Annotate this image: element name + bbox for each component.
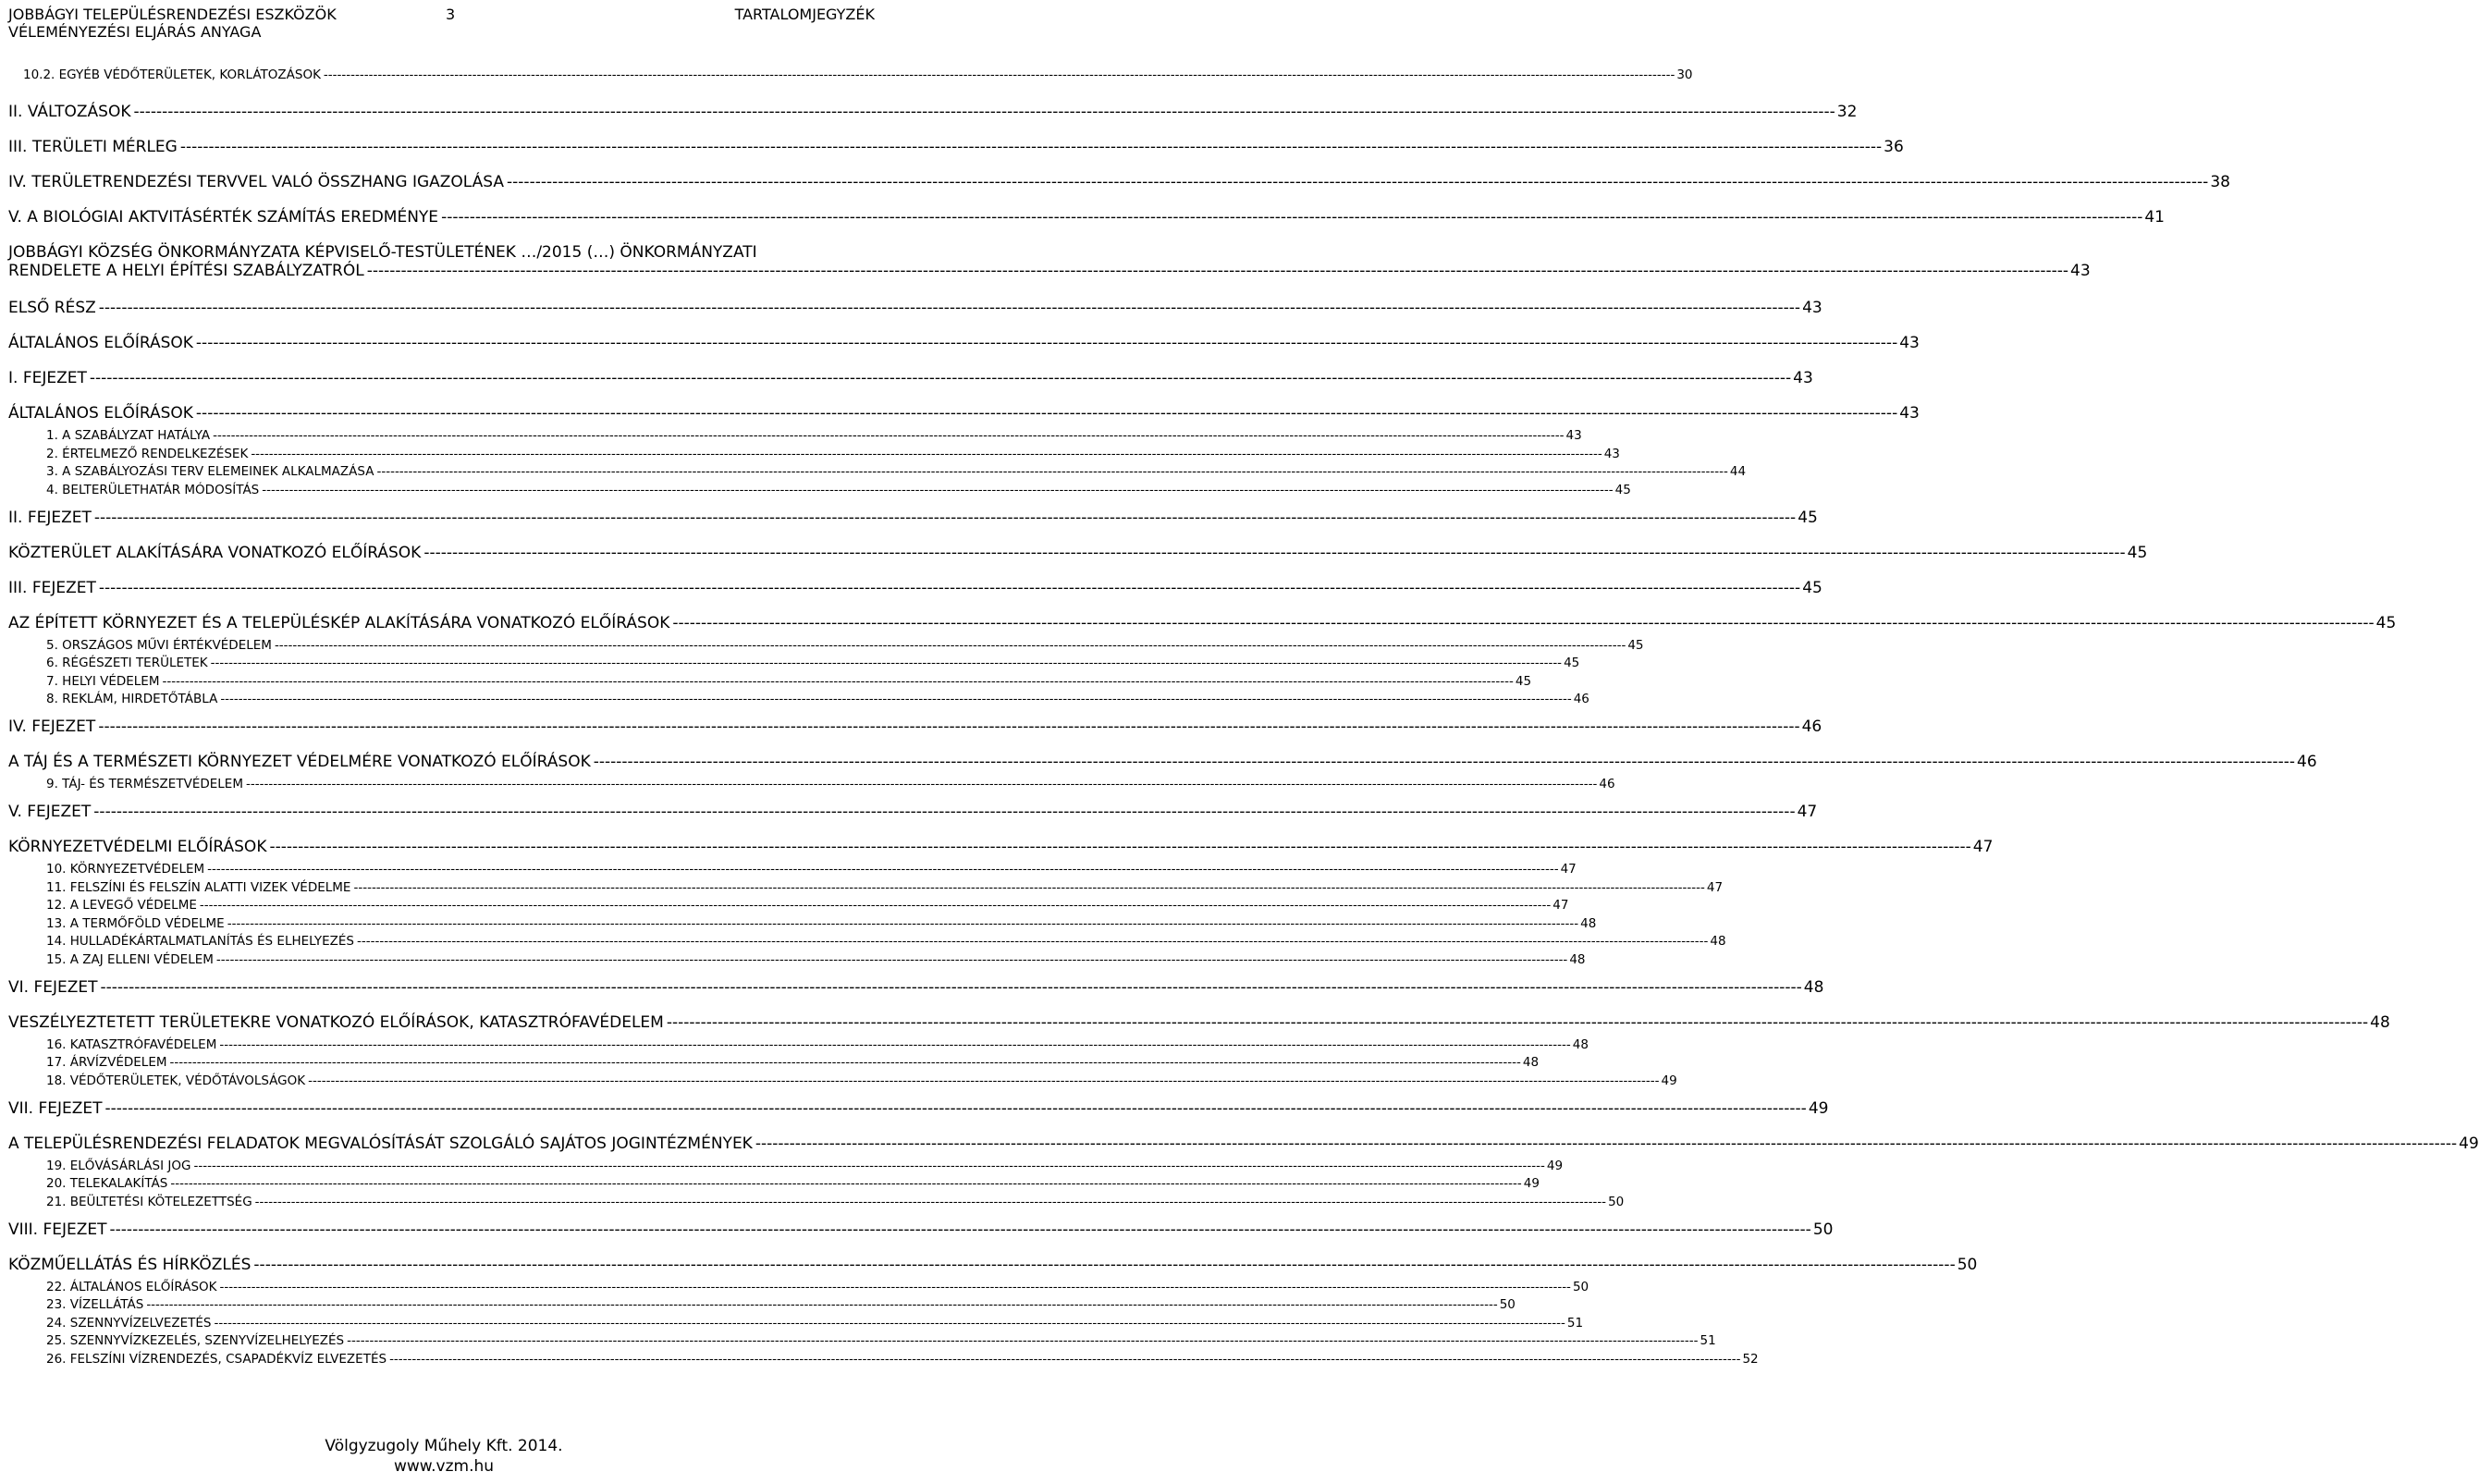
toc-entry[interactable] (8, 1055, 1540, 1070)
toc-leader-dashes: ------------------------------------------------------------------------------------------------------------------------------------------------------------------------------------------------------------------------------------------------------------------------------------------------------------ (98, 578, 1801, 597)
toc-entry-page: 52 (1742, 1351, 1759, 1367)
toc-entry-page: 49 (2459, 1134, 2479, 1153)
toc-entry[interactable] (8, 1279, 1589, 1294)
toc-entry-line (46, 1279, 1589, 1294)
toc-entry-label: 5. ORSZÁGOS MŰVI ÉRTÉKVÉDELEM (46, 637, 272, 653)
toc-entry-line (8, 1255, 1978, 1274)
toc-entry[interactable] (8, 334, 1920, 352)
toc-leader-dashes: ------------------------------------------------------------------------------------------------------------------------------------------------------------------------------------------------------------------------------------------------------------------------------------------------------------ (507, 173, 2209, 191)
toc-leader-dashes: ------------------------------------------------------------------------------------------------------------------------------------------------------------------------------------------------------------------------------------------------------------------------------------------------------------ (219, 1036, 1571, 1052)
toc-entry[interactable] (8, 838, 1994, 856)
toc-entry-label: 26. FELSZÍNI VÍZRENDEZÉS, CSAPADÉKVÍZ ELVEZETÉS (46, 1351, 387, 1367)
toc-entry-page: 47 (1797, 803, 1818, 821)
toc-entry-page: 45 (1614, 482, 1631, 497)
toc-entry-page: 41 (2144, 208, 2165, 227)
toc-entry-label: 23. VÍZELLÁTÁS (46, 1297, 144, 1312)
toc-entry[interactable] (8, 1194, 1625, 1209)
toc-entry-page: 47 (1972, 838, 1994, 856)
toc-entry-line (8, 1134, 2479, 1153)
toc-entry-label: 22. ÁLTALÁNOS ELŐÍRÁSOK (46, 1279, 217, 1294)
toc-leader-dashes: ------------------------------------------------------------------------------------------------------------------------------------------------------------------------------------------------------------------------------------------------------------------------------------------------------------ (347, 1333, 1699, 1348)
toc-entry-page: 38 (2210, 173, 2230, 191)
toc-entry-page: 43 (2070, 262, 2091, 280)
toc-entry-label: KÖZTERÜLET ALAKÍTÁSÁRA VONATKOZÓ ELŐÍRÁSOK (8, 543, 422, 562)
toc-leader-dashes: ------------------------------------------------------------------------------------------------------------------------------------------------------------------------------------------------------------------------------------------------------------------------------------------------------------ (389, 1351, 1741, 1367)
toc-leader-dashes: ------------------------------------------------------------------------------------------------------------------------------------------------------------------------------------------------------------------------------------------------------------------------------------------------------------ (666, 1012, 2369, 1032)
toc-entry-label: I. FEJEZET (8, 369, 87, 387)
toc-entry-line (46, 1315, 1584, 1331)
toc-entry-line (46, 1158, 1564, 1173)
toc-entry-label: VII. FEJEZET (8, 1098, 103, 1118)
toc-entry-line (46, 898, 1569, 913)
toc-leader-dashes: ------------------------------------------------------------------------------------------------------------------------------------------------------------------------------------------------------------------------------------------------------------------------------------------------------------ (195, 334, 1898, 352)
toc-entry-page: 49 (1808, 1098, 1829, 1118)
toc-entry-page: 47 (1552, 898, 1569, 913)
toc-entry-page: 45 (1798, 508, 1818, 527)
toc-entry-page: 48 (1572, 1036, 1589, 1052)
toc-leader-dashes: ------------------------------------------------------------------------------------------------------------------------------------------------------------------------------------------------------------------------------------------------------------------------------------------------------------ (170, 1176, 1522, 1191)
toc-entry-page: 49 (1523, 1176, 1540, 1191)
toc-entry[interactable] (8, 446, 1620, 461)
toc-entry[interactable] (8, 543, 2148, 562)
toc-entry-page: 50 (1572, 1279, 1589, 1294)
toc-entry-line (46, 1194, 1625, 1209)
toc-entry-page: 50 (1608, 1194, 1625, 1209)
toc-leader-dashes: ------------------------------------------------------------------------------------------------------------------------------------------------------------------------------------------------------------------------------------------------------------------------------------------------------------ (146, 1297, 1498, 1312)
toc-leader-dashes: ------------------------------------------------------------------------------------------------------------------------------------------------------------------------------------------------------------------------------------------------------------------------------------------------------------ (169, 1055, 1521, 1070)
toc-entry-line (46, 656, 1580, 670)
toc-entry-line (46, 673, 1532, 689)
toc-entry-label: 8. REKLÁM, HIRDETŐTÁBLA (46, 692, 218, 706)
page-footer (0, 1436, 888, 1477)
toc-entry[interactable] (8, 1333, 1716, 1348)
toc-entry[interactable] (8, 1036, 1589, 1052)
toc-entry[interactable] (8, 777, 1615, 791)
toc-entry-page: 49 (1546, 1158, 1564, 1173)
toc-entry-label: 12. A LEVEGŐ VÉDELME (46, 898, 197, 913)
toc-entry-page: 36 (1884, 138, 1904, 156)
toc-entry[interactable] (8, 879, 1724, 895)
toc-entry-label: VI. FEJEZET (8, 977, 98, 997)
toc-entry-label: 1. A SZABÁLYZAT HATÁLYA (46, 428, 211, 443)
toc-entry-label: V. FEJEZET (8, 803, 92, 821)
toc-leader-dashes: ------------------------------------------------------------------------------------------------------------------------------------------------------------------------------------------------------------------------------------------------------------------------------------------------------------ (179, 138, 1883, 156)
toc-entry-label: AZ ÉPÍTETT KÖRNYEZET ÉS A TELEPÜLÉSKÉP ALAKÍTÁSÁRA VONATKOZÓ ELŐÍRÁSOK (8, 613, 670, 632)
toc-entry-label: 10. KÖRNYEZETVÉDELEM (46, 862, 205, 877)
toc-entry-page: 51 (1700, 1333, 1716, 1348)
toc-entry-line (23, 67, 1693, 82)
toc-leader-dashes: ------------------------------------------------------------------------------------------------------------------------------------------------------------------------------------------------------------------------------------------------------------------------------------------------------------ (376, 464, 1728, 479)
toc-entry-page: 48 (1803, 977, 1824, 997)
toc-leader-dashes: ------------------------------------------------------------------------------------------------------------------------------------------------------------------------------------------------------------------------------------------------------------------------------------------------------------ (308, 1073, 1660, 1088)
toc-entry-page: 45 (1627, 637, 1644, 653)
toc-entry[interactable] (8, 753, 2317, 771)
toc-entry-line (46, 482, 1631, 497)
toc-leader-dashes: ------------------------------------------------------------------------------------------------------------------------------------------------------------------------------------------------------------------------------------------------------------------------------------------------------------ (109, 1220, 1811, 1239)
toc-leader-dashes: ------------------------------------------------------------------------------------------------------------------------------------------------------------------------------------------------------------------------------------------------------------------------------------------------------------ (195, 404, 1898, 423)
toc-entry-line (46, 464, 1747, 479)
toc-entry[interactable] (8, 656, 1580, 670)
footer-company: Völgyzugoly Műhely Kft. 2014. (325, 1437, 563, 1455)
toc-leader-dashes: ------------------------------------------------------------------------------------------------------------------------------------------------------------------------------------------------------------------------------------------------------------------------------------------------------------ (323, 67, 1675, 82)
toc-entry-line (8, 578, 1822, 597)
toc-entry-page: 43 (1899, 404, 1920, 423)
toc-entry-page: 47 (1560, 862, 1577, 877)
toc-entry[interactable] (8, 404, 1920, 423)
toc-entry-line (46, 1297, 1516, 1312)
header-section: TARTALOMJEGYZÉK (734, 6, 875, 23)
page-header (8, 6, 875, 41)
toc-entry-line (8, 838, 1994, 856)
toc-entry-line (46, 1351, 1759, 1367)
toc-entry-line (8, 404, 1920, 423)
toc-entry-label: 11. FELSZÍNI ÉS FELSZÍN ALATTI VIZEK VÉDELME (46, 879, 351, 895)
toc-entry-label: 6. RÉGÉSZETI TERÜLETEK (46, 656, 208, 670)
toc-entry-page: 45 (1802, 578, 1822, 597)
toc-entry-line (46, 1333, 1716, 1348)
toc-entry-label: 14. HULLADÉKÁRTALMATLANÍTÁS ÉS ELHELYEZÉS (46, 934, 355, 949)
toc-entry-label: RENDELETE A HELYI ÉPÍTÉSI SZABÁLYZATRÓL (8, 262, 364, 280)
toc-leader-dashes: ------------------------------------------------------------------------------------------------------------------------------------------------------------------------------------------------------------------------------------------------------------------------------------------------------------ (274, 637, 1626, 653)
toc-entry-line (46, 1055, 1540, 1070)
toc-leader-dashes: ------------------------------------------------------------------------------------------------------------------------------------------------------------------------------------------------------------------------------------------------------------------------------------------------------------ (441, 208, 2143, 227)
toc-entry-label: 7. HELYI VÉDELEM (46, 673, 160, 689)
toc-entry-label: 25. SZENNYVÍZKEZELÉS, SZENYVÍZELHELYEZÉS (46, 1333, 345, 1348)
toc-entry-page: 32 (1836, 103, 1858, 121)
toc-entry[interactable] (8, 977, 1824, 997)
toc-entry-page: 43 (1802, 299, 1822, 317)
toc-entry-label: 4. BELTERÜLETHATÁR MÓDOSÍTÁS (46, 482, 260, 497)
toc-entry-page: 48 (1522, 1055, 1540, 1070)
toc-entry[interactable] (8, 637, 1644, 653)
toc-entry-page: 48 (1580, 915, 1597, 931)
toc-entry-page: 50 (1812, 1220, 1834, 1239)
toc-leader-dashes: ------------------------------------------------------------------------------------------------------------------------------------------------------------------------------------------------------------------------------------------------------------------------------------------------------------ (220, 692, 1572, 706)
toc-leader-dashes: ------------------------------------------------------------------------------------------------------------------------------------------------------------------------------------------------------------------------------------------------------------------------------------------------------------ (353, 879, 1705, 895)
toc-entry-page: 49 (1661, 1073, 1677, 1088)
toc-entry-page: 46 (2297, 753, 2317, 771)
toc-entry[interactable] (8, 673, 1532, 689)
toc-entry-line (8, 334, 1920, 352)
toc-entry-line (8, 299, 1822, 317)
toc-entry-label: VESZÉLYEZTETETT TERÜLETEKRE VONATKOZÓ ELŐÍRÁSOK, KATASZTRÓFAVÉDELEM (8, 1012, 664, 1032)
toc-entry-line (46, 951, 1586, 967)
toc-entry[interactable] (8, 299, 1822, 317)
toc-entry-label: A TELEPÜLÉSRENDEZÉSI FELADATOK MEGVALÓSÍTÁSÁT SZOLGÁLÓ SAJÁTOS JOGINTÉZMÉNYEK (8, 1134, 753, 1153)
toc-entry-line (46, 862, 1577, 877)
toc-entry[interactable] (8, 1351, 1759, 1367)
toc-leader-dashes: ------------------------------------------------------------------------------------------------------------------------------------------------------------------------------------------------------------------------------------------------------------------------------------------------------------ (253, 1255, 1956, 1274)
toc-leader-dashes: ------------------------------------------------------------------------------------------------------------------------------------------------------------------------------------------------------------------------------------------------------------------------------------------------------------ (133, 103, 1835, 121)
toc-leader-dashes: ------------------------------------------------------------------------------------------------------------------------------------------------------------------------------------------------------------------------------------------------------------------------------------------------------------ (93, 803, 1796, 821)
toc-entry-line (46, 1176, 1540, 1191)
toc-entry-line (8, 262, 2091, 280)
toc-entry-label: A TÁJ ÉS A TERMÉSZETI KÖRNYEZET VÉDELMÉRE VONATKOZÓ ELŐÍRÁSOK (8, 753, 591, 771)
toc-leader-dashes: ------------------------------------------------------------------------------------------------------------------------------------------------------------------------------------------------------------------------------------------------------------------------------------------------------------ (104, 1098, 1807, 1118)
toc-entry[interactable] (8, 208, 2165, 227)
toc-entry-label: 15. A ZAJ ELLENI VÉDELEM (46, 951, 214, 967)
toc-entry-line (46, 637, 1644, 653)
toc-entry-line (8, 208, 2165, 227)
toc-entry-page: 43 (1603, 446, 1620, 461)
toc-entry-page: 48 (2370, 1012, 2390, 1032)
toc-entry-page: 48 (1569, 951, 1586, 967)
toc-entry-line (8, 1098, 1829, 1118)
toc-entry[interactable] (8, 1134, 2479, 1153)
toc-entry[interactable] (8, 951, 1586, 967)
toc-entry-page: 46 (1573, 692, 1589, 706)
toc-entry-line (8, 543, 2148, 562)
toc-leader-dashes: ------------------------------------------------------------------------------------------------------------------------------------------------------------------------------------------------------------------------------------------------------------------------------------------------------------ (593, 753, 2296, 771)
toc-entry-line (46, 692, 1589, 706)
toc-leader-dashes: ------------------------------------------------------------------------------------------------------------------------------------------------------------------------------------------------------------------------------------------------------------------------------------------------------------ (423, 543, 2126, 562)
toc-entry[interactable] (8, 692, 1589, 706)
toc-entry[interactable] (8, 138, 1904, 156)
toc-entry[interactable] (8, 67, 1693, 82)
toc-entry-page: 48 (1710, 934, 1726, 949)
toc-entry[interactable] (8, 428, 1582, 443)
toc-entry-label: KÖZMŰELLÁTÁS ÉS HÍRKÖZLÉS (8, 1255, 252, 1274)
toc-entry-label: 3. A SZABÁLYOZÁSI TERV ELEMEINEK ALKALMAZÁSA (46, 464, 374, 479)
toc-entry-page: 43 (1899, 334, 1920, 352)
toc-entry-label: IV. FEJEZET (8, 717, 96, 736)
toc-leader-dashes: ------------------------------------------------------------------------------------------------------------------------------------------------------------------------------------------------------------------------------------------------------------------------------------------------------------ (93, 508, 1797, 527)
toc-entry-page: 47 (1706, 879, 1724, 895)
toc-entry[interactable] (8, 1098, 1829, 1118)
header-subtitle: VÉLEMÉNYEZÉSI ELJÁRÁS ANYAGA (8, 23, 262, 41)
toc-entry-label: 20. TELEKALAKÍTÁS (46, 1176, 168, 1191)
toc-entry-label: 18. VÉDŐTERÜLETEK, VÉDŐTÁVOLSÁGOK (46, 1073, 306, 1088)
toc-entry-label: 10.2. EGYÉB VÉDŐTERÜLETEK, KORLÁTOZÁSOK (23, 67, 321, 82)
toc-entry[interactable] (8, 1073, 1677, 1088)
toc-leader-dashes: ------------------------------------------------------------------------------------------------------------------------------------------------------------------------------------------------------------------------------------------------------------------------------------------------------------ (251, 446, 1602, 461)
toc-entry-page: 46 (1801, 717, 1822, 736)
toc-leader-dashes: ------------------------------------------------------------------------------------------------------------------------------------------------------------------------------------------------------------------------------------------------------------------------------------------------------------ (254, 1194, 1607, 1209)
page-number: 3 (446, 6, 456, 23)
toc-leader-dashes: ------------------------------------------------------------------------------------------------------------------------------------------------------------------------------------------------------------------------------------------------------------------------------------------------------------ (219, 1279, 1571, 1294)
toc-leader-dashes: ------------------------------------------------------------------------------------------------------------------------------------------------------------------------------------------------------------------------------------------------------------------------------------------------------------ (366, 262, 2069, 280)
toc-leader-dashes: ------------------------------------------------------------------------------------------------------------------------------------------------------------------------------------------------------------------------------------------------------------------------------------------------------------ (245, 777, 1598, 791)
toc-entry-line (8, 977, 1824, 997)
toc-leader-dashes: ------------------------------------------------------------------------------------------------------------------------------------------------------------------------------------------------------------------------------------------------------------------------------------------------------------ (214, 1315, 1565, 1331)
toc-entry-line (8, 508, 1818, 527)
toc-entry-page: 43 (1565, 428, 1582, 443)
toc-entry-label: KÖRNYEZETVÉDELMI ELŐÍRÁSOK (8, 838, 267, 856)
toc-leader-dashes: ------------------------------------------------------------------------------------------------------------------------------------------------------------------------------------------------------------------------------------------------------------------------------------------------------------ (207, 862, 1559, 877)
toc-entry-label: 9. TÁJ- ÉS TERMÉSZETVÉDELEM (46, 777, 243, 791)
toc-entry-page: 46 (1599, 777, 1615, 791)
toc-leader-dashes: ------------------------------------------------------------------------------------------------------------------------------------------------------------------------------------------------------------------------------------------------------------------------------------------------------------ (199, 898, 1552, 913)
toc-entry[interactable] (8, 1176, 1540, 1191)
toc-entry-page: 45 (1515, 673, 1532, 689)
toc-entry-page: 50 (1957, 1255, 1978, 1274)
toc-entry[interactable] (8, 1158, 1564, 1173)
toc-entry-page: 43 (1793, 369, 1813, 387)
toc-entry[interactable] (8, 1297, 1516, 1312)
toc-entry-label: V. A BIOLÓGIAI AKTVITÁSÉRTÉK SZÁMÍTÁS EREDMÉNYE (8, 208, 439, 227)
toc-entry-label: 13. A TERMŐFÖLD VÉDELME (46, 915, 225, 931)
toc-entry-line (46, 428, 1582, 443)
toc-leader-dashes: ------------------------------------------------------------------------------------------------------------------------------------------------------------------------------------------------------------------------------------------------------------------------------------------------------------ (262, 482, 1614, 497)
toc-entry[interactable] (8, 862, 1577, 877)
toc-leader-dashes: ------------------------------------------------------------------------------------------------------------------------------------------------------------------------------------------------------------------------------------------------------------------------------------------------------------ (98, 299, 1801, 317)
toc-entry-label: II. VÁLTOZÁSOK (8, 103, 131, 121)
toc-leader-dashes: ------------------------------------------------------------------------------------------------------------------------------------------------------------------------------------------------------------------------------------------------------------------------------------------------------------ (100, 977, 1802, 997)
toc-leader-dashes: ------------------------------------------------------------------------------------------------------------------------------------------------------------------------------------------------------------------------------------------------------------------------------------------------------------ (269, 838, 1971, 856)
toc-leader-dashes: ------------------------------------------------------------------------------------------------------------------------------------------------------------------------------------------------------------------------------------------------------------------------------------------------------------ (672, 613, 2375, 632)
toc-leader-dashes: ------------------------------------------------------------------------------------------------------------------------------------------------------------------------------------------------------------------------------------------------------------------------------------------------------------ (357, 934, 1709, 949)
footer-website: www.vzm.hu (393, 1457, 495, 1476)
toc-entry-line (8, 613, 2397, 632)
toc-leader-dashes: ------------------------------------------------------------------------------------------------------------------------------------------------------------------------------------------------------------------------------------------------------------------------------------------------------------ (89, 369, 1792, 387)
toc-entry[interactable] (8, 1315, 1584, 1331)
toc-entry-line (46, 934, 1726, 949)
toc-entry-label: 16. KATASZTRÓFAVÉDELEM (46, 1036, 217, 1052)
toc-entry-label: ELSŐ RÉSZ (8, 299, 96, 317)
toc-entry-line (8, 173, 2230, 191)
toc-entry-page: 45 (1564, 656, 1580, 670)
toc-entry-line (46, 879, 1724, 895)
toc-leader-dashes: ------------------------------------------------------------------------------------------------------------------------------------------------------------------------------------------------------------------------------------------------------------------------------------------------------------ (162, 673, 1514, 689)
toc-entry[interactable] (8, 1255, 1978, 1274)
toc-entry-page: 50 (1499, 1297, 1516, 1312)
toc-entry[interactable] (8, 898, 1569, 913)
toc-entry[interactable] (8, 915, 1597, 931)
toc-entry-label: VIII. FEJEZET (8, 1220, 107, 1239)
toc-entry[interactable] (8, 243, 2091, 280)
toc-entry-line (8, 138, 1904, 156)
toc-entry-label-line1: JOBBÁGYI KÖZSÉG ÖNKORMÁNYZATA KÉPVISELŐ-TESTÜLETÉNEK …/2015 (…) ÖNKORMÁNYZATI (8, 243, 757, 262)
toc-entry-line (8, 1220, 1834, 1239)
toc-entry-page: 45 (2375, 613, 2397, 632)
toc-entry-label: 17. ÁRVÍZVÉDELEM (46, 1055, 167, 1070)
toc-entry[interactable] (8, 934, 1726, 949)
toc-entry-line (8, 369, 1813, 387)
toc-entry-line (8, 1012, 2390, 1032)
toc-entry-line (46, 777, 1615, 791)
toc-entry[interactable] (8, 508, 1818, 527)
toc-entry-line (8, 103, 1858, 121)
toc-entry[interactable] (8, 717, 1822, 736)
toc-entry[interactable] (8, 103, 1858, 121)
toc-entry-line (8, 803, 1818, 821)
toc-entry-label: 21. BEÜLTETÉSI KÖTELEZETTSÉG (46, 1194, 252, 1209)
toc-entry-label: 19. ELŐVÁSÁRLÁSI JOG (46, 1158, 191, 1173)
toc-leader-dashes: ------------------------------------------------------------------------------------------------------------------------------------------------------------------------------------------------------------------------------------------------------------------------------------------------------------ (98, 717, 1800, 736)
toc-entry-page: 30 (1676, 67, 1693, 82)
toc-entry-page: 51 (1566, 1315, 1584, 1331)
toc-entry-line (46, 915, 1597, 931)
toc-entry[interactable] (8, 173, 2230, 191)
toc-entry[interactable] (8, 1220, 1834, 1239)
toc-entry-label: III. FEJEZET (8, 578, 96, 597)
toc-entry-label: ÁLTALÁNOS ELŐÍRÁSOK (8, 404, 193, 423)
toc-entry-label: II. FEJEZET (8, 508, 92, 527)
toc-entry[interactable] (8, 578, 1822, 597)
header-title: JOBBÁGYI TELEPÜLÉSRENDEZÉSI ESZKÖZÖK (8, 6, 337, 23)
toc-entry-page: 45 (2127, 543, 2148, 562)
toc-entry-page: 44 (1729, 464, 1747, 479)
toc-leader-dashes: ------------------------------------------------------------------------------------------------------------------------------------------------------------------------------------------------------------------------------------------------------------------------------------------------------------ (215, 951, 1568, 967)
toc-entry-label: III. TERÜLETI MÉRLEG (8, 138, 178, 156)
toc-entry-label: 24. SZENNYVÍZELVEZETÉS (46, 1315, 212, 1331)
toc-entry-label: IV. TERÜLETRENDEZÉSI TERVVEL VALÓ ÖSSZHANG IGAZOLÁSA (8, 173, 505, 191)
toc-leader-dashes: ------------------------------------------------------------------------------------------------------------------------------------------------------------------------------------------------------------------------------------------------------------------------------------------------------------ (193, 1158, 1545, 1173)
toc-entry-line (8, 717, 1822, 736)
toc-entry[interactable] (8, 613, 2397, 632)
toc-entry[interactable] (8, 369, 1813, 387)
toc-leader-dashes: ------------------------------------------------------------------------------------------------------------------------------------------------------------------------------------------------------------------------------------------------------------------------------------------------------------ (227, 915, 1579, 931)
toc-leader-dashes: ------------------------------------------------------------------------------------------------------------------------------------------------------------------------------------------------------------------------------------------------------------------------------------------------------------ (213, 428, 1565, 443)
toc-entry-line (46, 446, 1620, 461)
toc-entry[interactable] (8, 482, 1631, 497)
toc-entry-label: 2. ÉRTELMEZŐ RENDELKEZÉSEK (46, 446, 249, 461)
toc-entry[interactable] (8, 1012, 2390, 1032)
toc-entry[interactable] (8, 464, 1747, 479)
header-row (8, 6, 875, 23)
toc-leader-dashes: ------------------------------------------------------------------------------------------------------------------------------------------------------------------------------------------------------------------------------------------------------------------------------------------------------------ (210, 656, 1563, 670)
toc-entry[interactable] (8, 803, 1818, 821)
toc-leader-dashes: ------------------------------------------------------------------------------------------------------------------------------------------------------------------------------------------------------------------------------------------------------------------------------------------------------------ (755, 1134, 2458, 1153)
toc-entry-line (46, 1073, 1677, 1088)
toc-entry-line (8, 753, 2317, 771)
toc-entry-label: ÁLTALÁNOS ELŐÍRÁSOK (8, 334, 193, 352)
toc-entry-line (46, 1036, 1589, 1052)
